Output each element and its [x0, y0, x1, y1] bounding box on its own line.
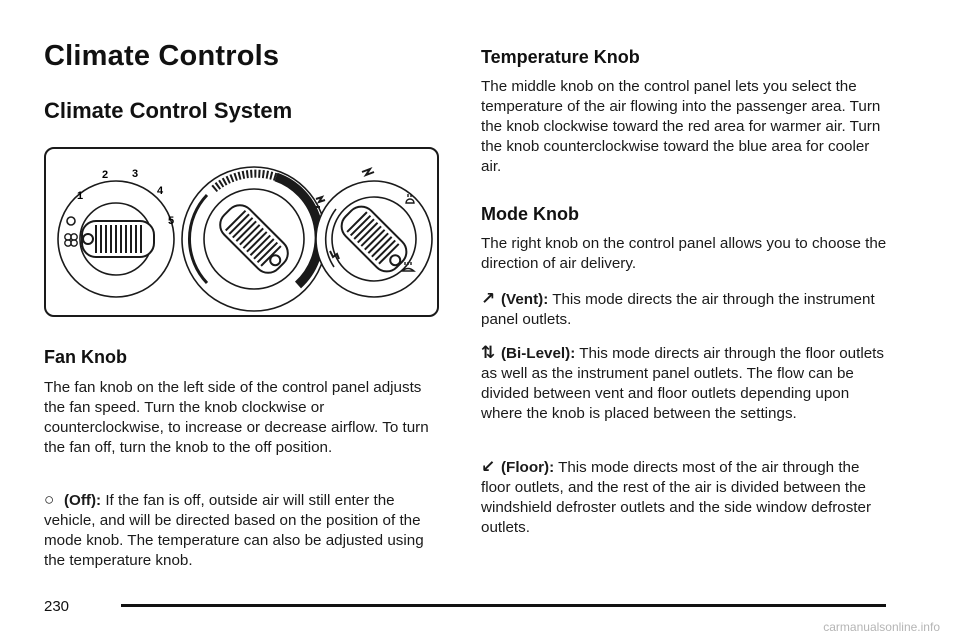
page-title: Climate Controls: [44, 40, 280, 72]
floor-text: This mode directs most of the air through the floor outlets, and the rest of the air is divided between the windshield defroster outlets and the side window defroster outlets.: [481, 459, 872, 536]
page-number: 230: [44, 598, 70, 615]
watermark: carmanualsonline.info: [823, 620, 940, 634]
fan-off-text: If the fan is off, outside air will still enter the vehicle, and will be directed based on the position of the mode knob. The temperature can also be adjusted using the temperature knob.: [44, 492, 424, 569]
fan-speed-5: 5: [168, 215, 175, 227]
fan-off-label: (Off):: [64, 492, 102, 509]
vent-mode-paragraph: [481, 289, 893, 330]
mode-knob-heading: Mode Knob: [481, 204, 579, 224]
vent-icon: ↗: [481, 289, 496, 308]
fan-knob-heading: Fan Knob: [44, 347, 127, 367]
temperature-knob-heading: Temperature Knob: [481, 47, 640, 67]
bilevel-icon: ⇅: [481, 343, 496, 362]
climate-control-panel-illustration: [44, 147, 439, 317]
vent-text: This mode directs the air through the instrument panel outlets.: [481, 291, 875, 328]
bilevel-text: This mode directs air through the floor outlets as well as the instrument panel outlets. The flow can be divided between vent and floor outlets depending upon where the knob is placed between the settings.: [481, 345, 884, 422]
footer-rule: [121, 604, 886, 607]
temperature-knob-paragraph: The middle knob on the control panel lets you select the temperature of the air flowing into the passenger area. Turn the knob clockwise toward the red area for warmer air. Turn the knob counterclockwise toward the blue area for cooler air.: [481, 78, 881, 175]
floor-mode-paragraph: [481, 457, 893, 538]
bilevel-mode-paragraph: [481, 343, 893, 424]
floor-label: (Floor):: [501, 459, 555, 476]
fan-off-paragraph: [44, 490, 444, 571]
fan-speed-1: 1: [77, 190, 84, 202]
off-circle-icon: ○: [44, 490, 55, 509]
fan-speed-4: 4: [157, 185, 164, 197]
fan-knob-paragraph: The fan knob on the left side of the control panel adjusts the fan speed. Turn the knob clockwise or counterclockwise, to increase or decrease airflow. To turn the fan off, turn the knob to the off position.: [44, 379, 429, 456]
temperature-knob-illustration: [182, 167, 326, 311]
fan-speed-2: 2: [102, 169, 109, 181]
section-title: Climate Control System: [44, 98, 293, 123]
vent-label: (Vent):: [501, 291, 549, 308]
floor-icon: ↙: [481, 457, 496, 476]
mode-knob-paragraph: The right knob on the control panel allows you to choose the direction of air delivery.: [481, 235, 887, 272]
fan-speed-3: 3: [132, 168, 139, 180]
bilevel-label: (Bi-Level):: [501, 345, 576, 362]
